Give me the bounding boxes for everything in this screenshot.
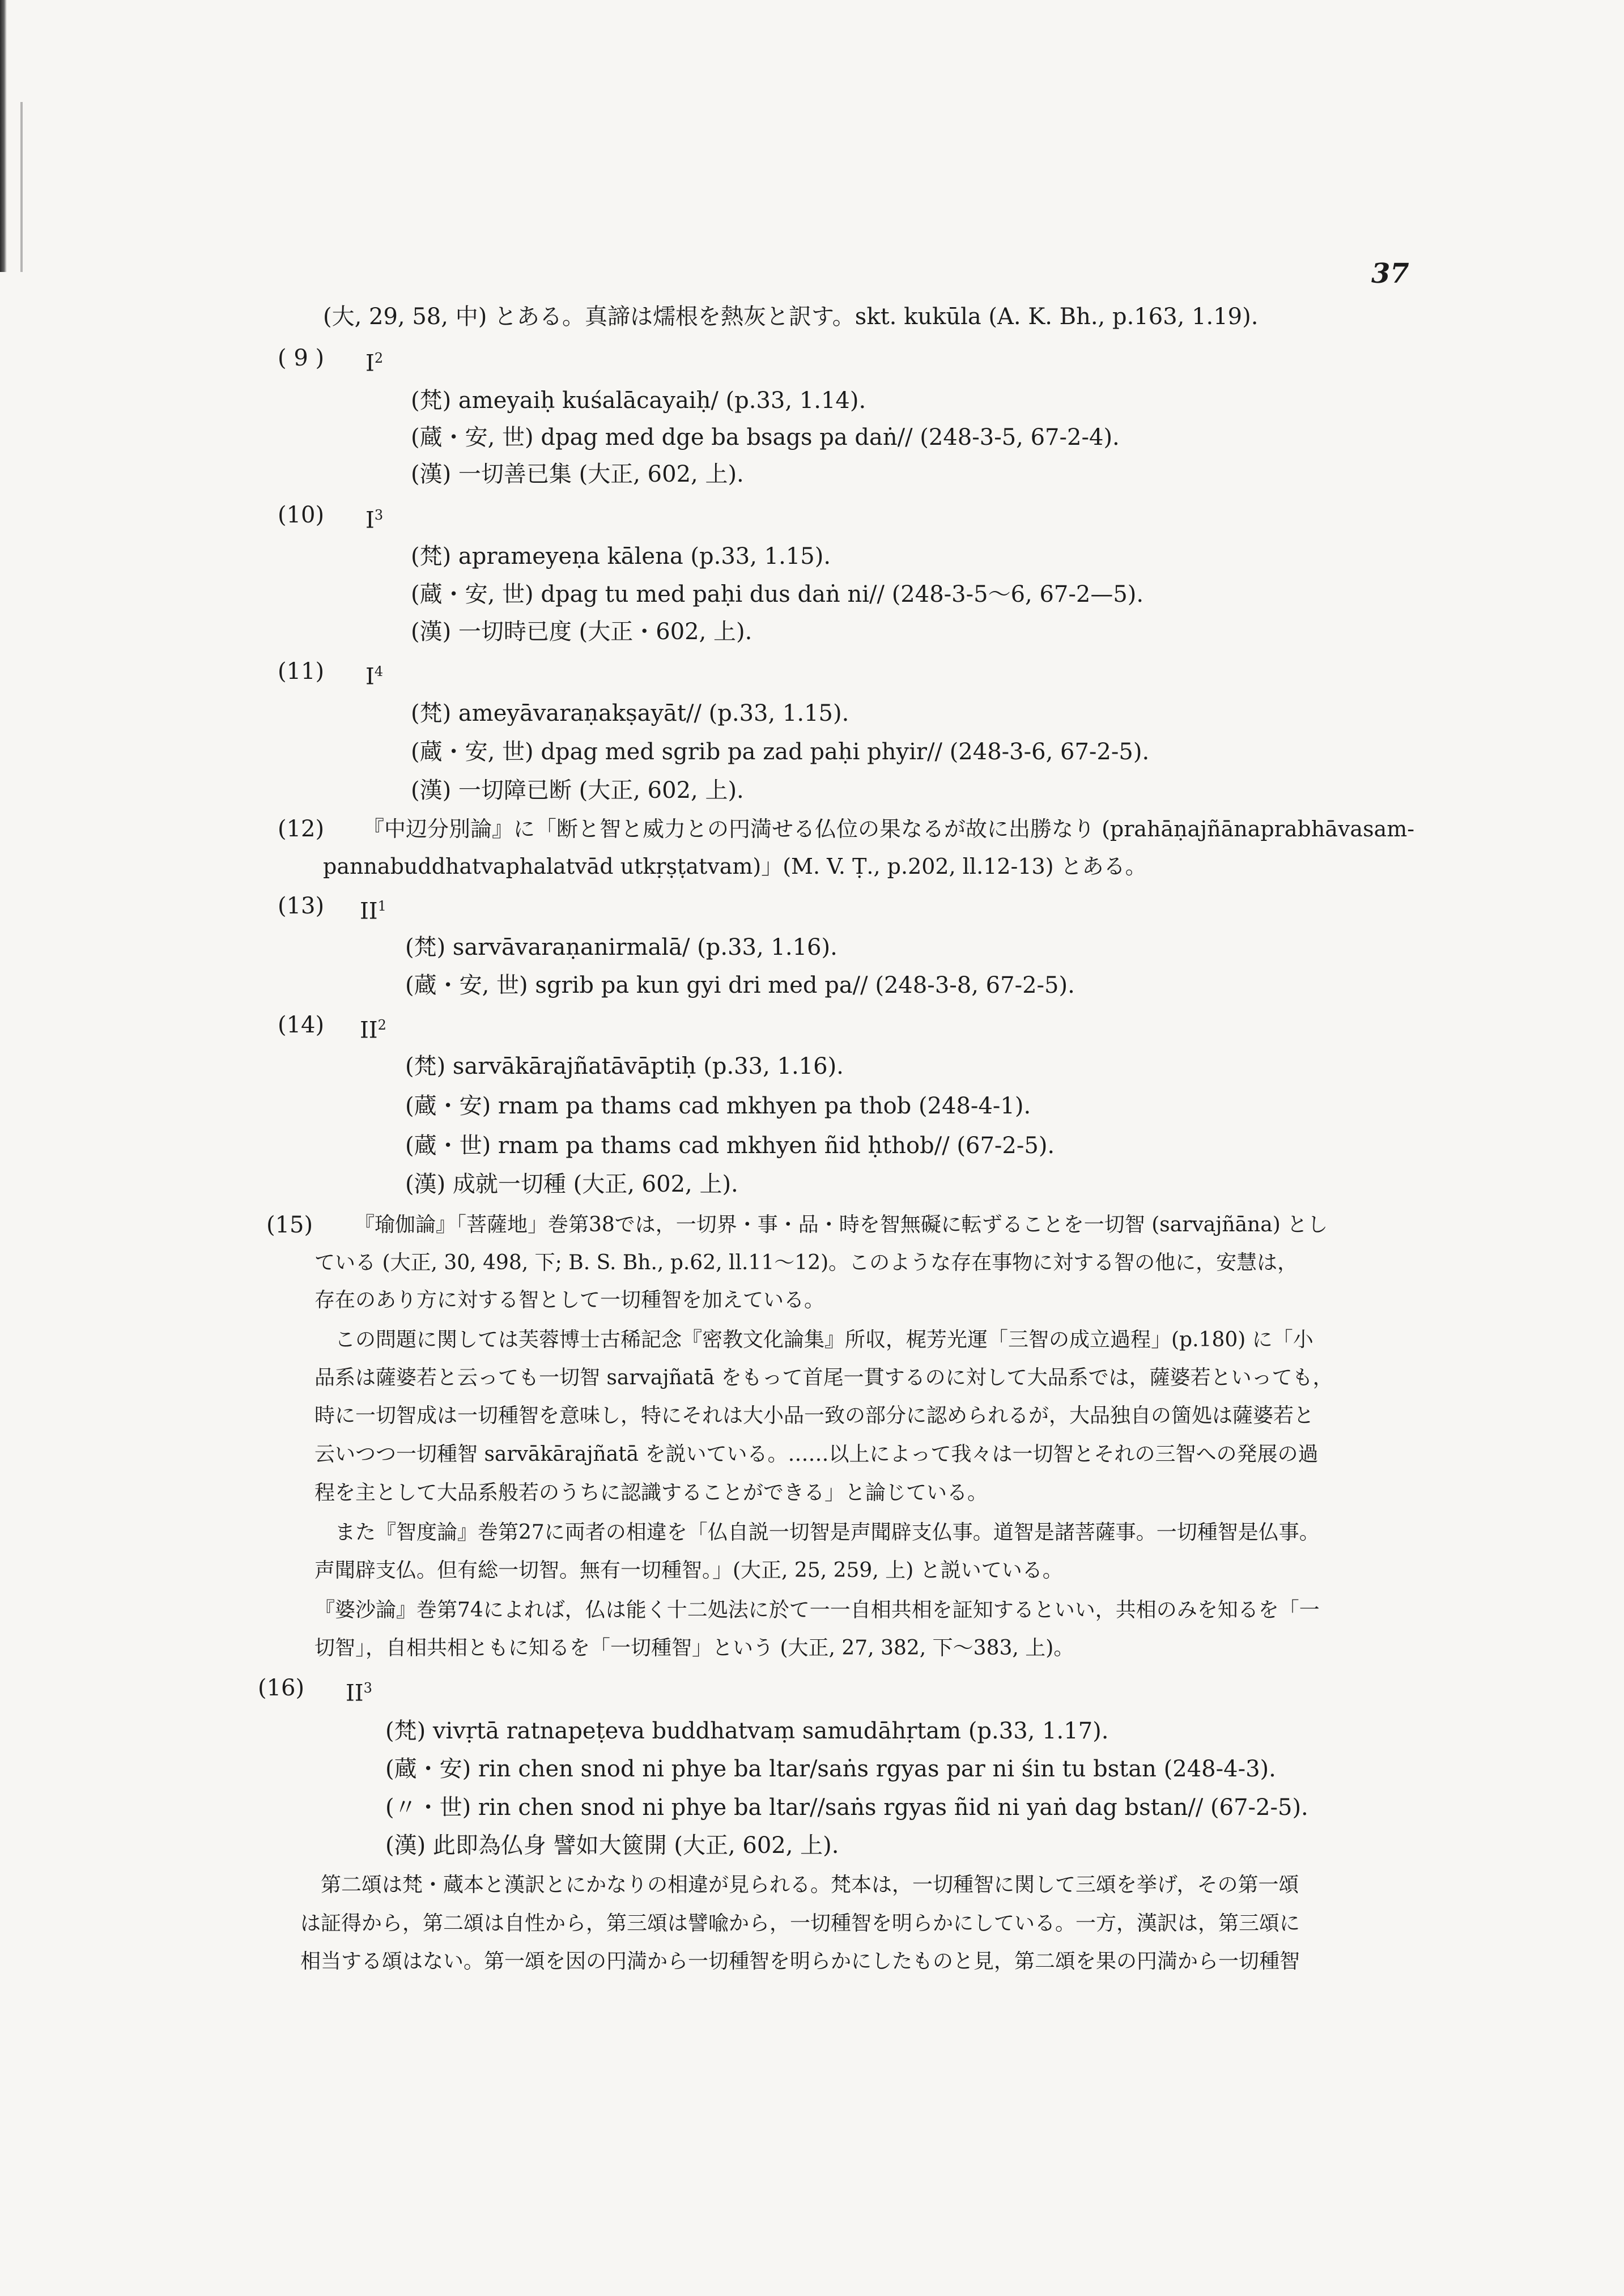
note-text: 程を主として大品系般若のうちに認識することができる」と論じている。 bbox=[314, 1481, 988, 1504]
note-text: pannabuddhatvaphalatvād utkṛṣṭatvam)」(M. V. Ṭ., p.202, ll.12-13) とある。 bbox=[323, 854, 1147, 879]
note-text: 時に一切智成は一切種智を意味し，特にそれは大小品一致の部分に認められるが，大品独自の箇処は薩婆若と bbox=[314, 1404, 1315, 1427]
verse-marker: $II^2$ bbox=[360, 1017, 386, 1044]
note-text: また『智度論』巻第27に両者の相違を「仏自説一切智是声聞辟支仏事。道智是諸菩薩事。一切種智是仏事。 bbox=[314, 1521, 1320, 1544]
body-text: 相当する頌はない。第一頌を因の円満から一切種智を明らかにしたものと見，第二頌を果の円満から一切種智 bbox=[300, 1950, 1300, 1973]
note-text: 品系は薩婆若と云っても一切智 sarvajñatā をもって首尾一貫するのに対して大品系では，薩婆若といっても， bbox=[314, 1366, 1333, 1389]
body-text: 第二頌は梵・蔵本と漢訳とにかなりの相違が見られる。梵本は，一切種智に関して三頌を挙げ，その第一頌 bbox=[300, 1873, 1299, 1897]
note-line: (蔵・安, 世) dpag med sgrib pa zad paḥi phyir// (248-3-6, 67-2-5). bbox=[411, 739, 1150, 765]
note-number: (16) bbox=[258, 1675, 305, 1701]
verse-marker: $II^3$ bbox=[346, 1680, 372, 1707]
scan-edge-mark bbox=[20, 102, 23, 272]
note-line: (蔵・安, 世) dpag tu med paḥi dus daṅ ni// (248-3-5～6, 67-2—5). bbox=[411, 581, 1144, 607]
note-number: (10) bbox=[278, 502, 325, 528]
note-line: (梵) aprameyeṇa kālena (p.33, 1.15). bbox=[411, 543, 831, 569]
note-number: (11) bbox=[278, 658, 325, 684]
body-text: は証得から，第二頌は自性から，第三頌は譬喩から，一切種智を明らかにしている。一方，漢訳は，第三頌に bbox=[300, 1912, 1300, 1935]
note-number: (12) bbox=[278, 816, 325, 842]
note-text: 切智」，自相共相ともに知るを「一切種智」という (大正, 27, 382, 下～383, 上)。 bbox=[314, 1636, 1074, 1660]
note-text: この問題に関しては芙蓉博士古稀記念『密教文化論集』所収，梶芳光運「三智の成立過程」(p.180) に「小 bbox=[314, 1328, 1313, 1351]
note-line: (蔵・安, 世) sgrib pa kun gyi dri med pa// (248-3-8, 67-2-5). bbox=[405, 972, 1075, 998]
note-number: (13) bbox=[278, 893, 325, 919]
note-line: (蔵・安) rin chen snod ni phye ba ltar/saṅs rgyas par ni śin tu bstan (248-4-3). bbox=[385, 1756, 1276, 1782]
note-number: ( 9 ) bbox=[278, 345, 325, 371]
note-line: (漢) 此即為仏身 譬如大篋開 (大正, 602, 上). bbox=[385, 1832, 839, 1859]
verse-marker: $II^1$ bbox=[360, 898, 386, 925]
page-number: 37 bbox=[1371, 258, 1409, 290]
verse-marker: $I^2$ bbox=[365, 350, 384, 377]
note-line: (漢) 一切善已集 (大正, 602, 上). bbox=[411, 461, 744, 487]
note-text: 云いつつ一切種智 sarvākārajñatā を説いている。……以上によって我々は一切智とそれの三智への発展の過 bbox=[314, 1443, 1319, 1466]
note-line: (漢) 一切障已断 (大正, 602, 上). bbox=[411, 777, 744, 803]
note-line: (梵) sarvākārajñatāvāptiḥ (p.33, 1.16). bbox=[405, 1053, 844, 1079]
verse-marker: $I^3$ bbox=[365, 507, 384, 534]
verse-marker: $I^4$ bbox=[365, 664, 384, 690]
note-line: (〃・世) rin chen snod ni phye ba ltar//saṅs rgyas ñid ni yaṅ dag bstan// (67-2-5). bbox=[385, 1795, 1308, 1821]
note-text: 『瑜伽論』「菩薩地」巻第38では，一切界・事・品・時を智無礙に転ずることを一切智 (sarvajñāna) とし bbox=[354, 1213, 1328, 1236]
note-number: (14) bbox=[278, 1012, 325, 1038]
note-line: (梵) ameyāvaraṇakṣayāt// (p.33, 1.15). bbox=[411, 700, 849, 726]
note-line: (蔵・安, 世) dpag med dge ba bsags pa daṅ// (248-3-5, 67-2-4). bbox=[411, 424, 1120, 450]
note-text: 存在のあり方に対する智として一切種智を加えている。 bbox=[314, 1289, 825, 1312]
note-text: ている (大正, 30, 498, 下; B. S. Bh., p.62, ll.11～12)。このような存在事物に対する智の他に，安慧は， bbox=[314, 1251, 1298, 1274]
intro-line: (大, 29, 58, 中) とある。真諦は燸根を熱灰と訳す。skt. kukūla (A. K. Bh., p.163, 1.19). bbox=[323, 304, 1259, 330]
note-text: 声聞辟支仏。但有総一切智。無有一切種智。」(大正, 25, 259, 上) と説いている。 bbox=[314, 1559, 1063, 1582]
note-line: (蔵・安) rnam pa thams cad mkhyen pa thob (248-4-1). bbox=[405, 1093, 1031, 1119]
note-line: (蔵・世) rnam pa thams cad mkhyen ñid ḥthob// (67-2-5). bbox=[405, 1133, 1055, 1159]
note-number: (15) bbox=[266, 1212, 313, 1238]
note-line: (梵) sarvāvaraṇanirmalā/ (p.33, 1.16). bbox=[405, 934, 837, 960]
note-line: (梵) vivṛtā ratnapeṭeva buddhatvaṃ samudāhṛtam (p.33, 1.17). bbox=[385, 1718, 1109, 1744]
note-text: 『婆沙論』巻第74によれば，仏は能く十二処法に於て一一自相共相を証知するといい，共相のみを知るを「一 bbox=[314, 1598, 1320, 1622]
scan-edge bbox=[0, 0, 7, 272]
note-line: (漢) 成就一切種 (大正, 602, 上). bbox=[405, 1171, 738, 1197]
note-text: 『中辺分別論』に「断と智と威力との円満せる仏位の果なるが故に出勝なり (prahāṇajñānaprabhāvasam- bbox=[363, 817, 1415, 841]
note-line: (漢) 一切時已度 (大正・602, 上). bbox=[411, 619, 753, 645]
note-line: (梵) ameyaiḥ kuśalācayaiḥ/ (p.33, 1.14). bbox=[411, 388, 866, 414]
